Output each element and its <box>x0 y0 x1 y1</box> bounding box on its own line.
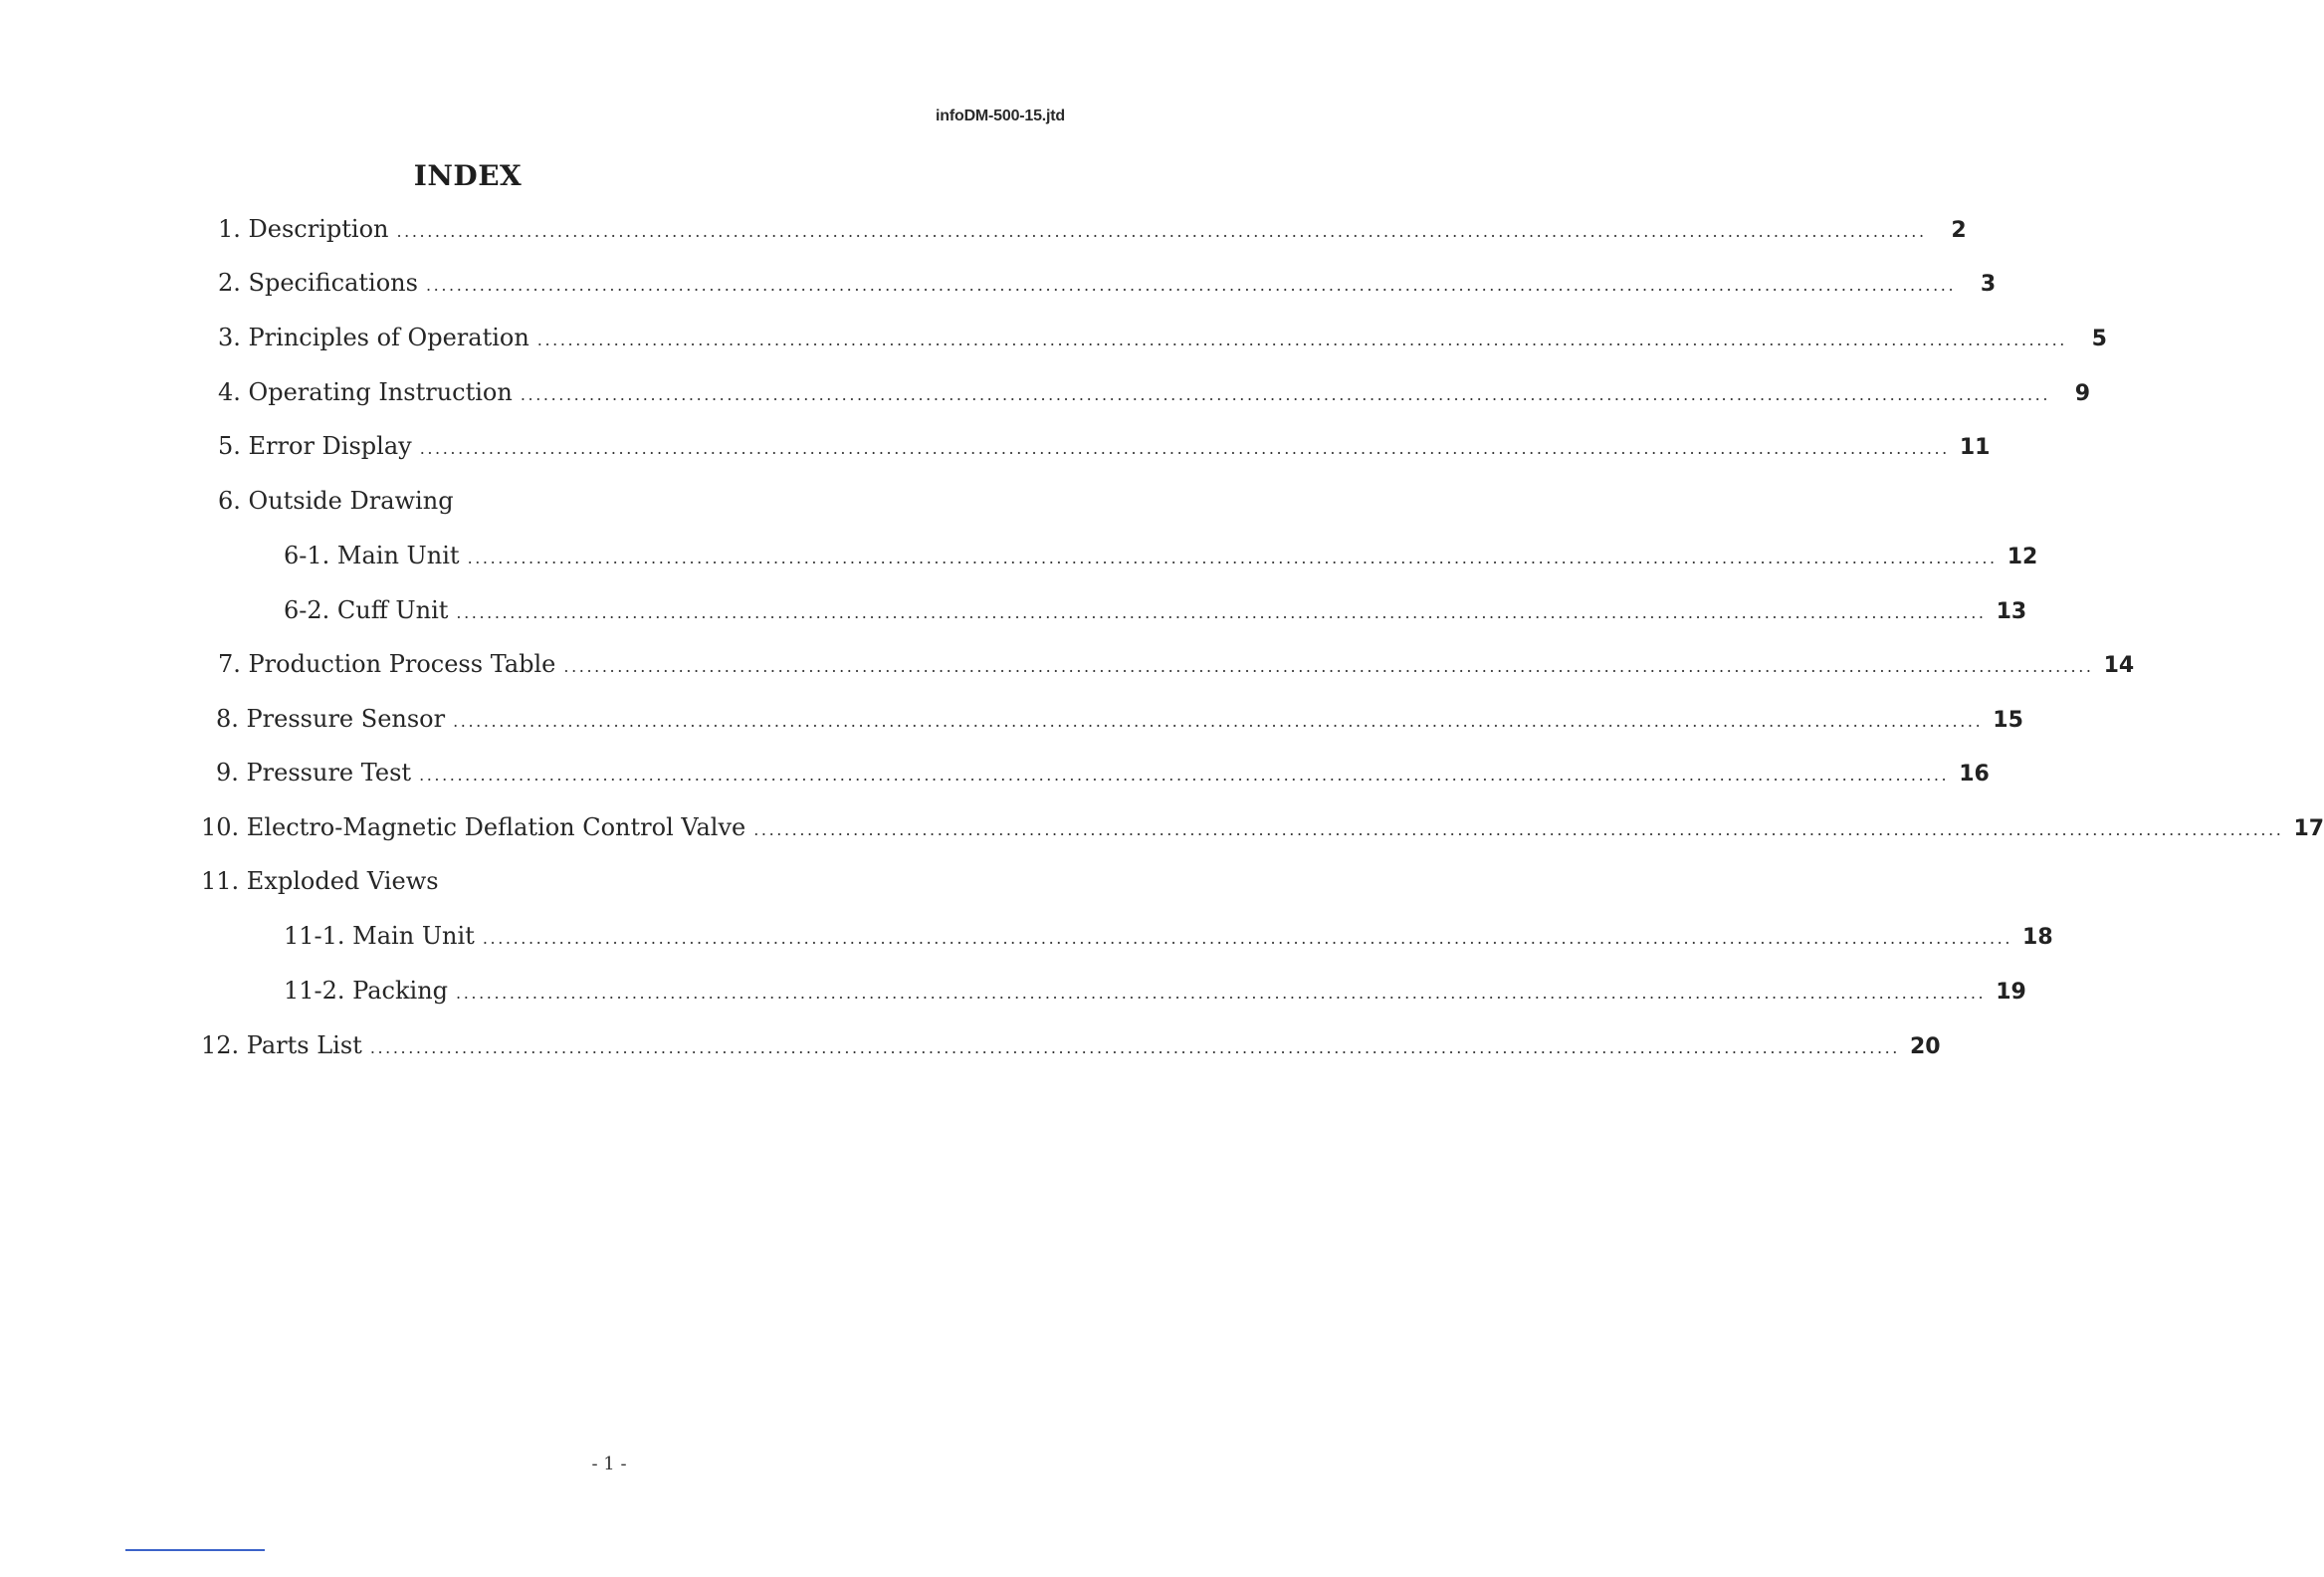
toc-entry-label: 1. Description <box>218 215 389 243</box>
toc-entry-label: 4. Operating Instruction <box>218 378 513 406</box>
toc-entry-label: 9. Pressure Test <box>216 759 412 787</box>
toc-entry-page: 5 <box>2091 327 2107 351</box>
toc-leader-dots: ........................................................................................................................................................................................................ <box>425 276 1957 295</box>
toc-entry-page: 9 <box>2074 381 2091 406</box>
toc-leader-dots: ........................................................................................................................................................................................................ <box>753 820 2284 839</box>
toc-entry-page: 2 <box>1951 218 1967 243</box>
toc-entry-label: 3. Principles of Operation <box>218 324 529 351</box>
toc-entry[interactable] <box>201 1025 1941 1065</box>
toc-leader-dots: ........................................................................................................................................................................................................ <box>456 603 1987 622</box>
toc-leader-dots: ........................................................................................................................................................................................................ <box>467 549 1998 567</box>
toc-entry-label: 5. Error Display <box>218 432 412 460</box>
toc-entry[interactable] <box>218 263 1997 303</box>
toc-entry[interactable] <box>218 644 2135 684</box>
toc-leader-dots: ........................................................................................................................................................................................................ <box>482 929 2013 948</box>
toc-leader-dots: ........................................................................................................................................................................................................ <box>419 766 1950 785</box>
toc-leader-dots: ........................................................................................................................................................................................................ <box>453 712 1984 731</box>
toc-entry-label: 11-1. Main Unit <box>284 922 475 950</box>
footer-page-number: - 1 - <box>591 1454 627 1474</box>
toc-leader-dots: ........................................................................................................................................................................................................ <box>536 331 2067 349</box>
page-title: INDEX <box>413 159 523 192</box>
toc-entry[interactable] <box>218 209 1967 249</box>
toc-entry-label: 8. Pressure Sensor <box>216 705 446 733</box>
toc-entry-page: 12 <box>2007 545 2038 569</box>
toc-entry-label: 12. Parts List <box>201 1031 362 1059</box>
toc-leader-dots: ........................................................................................................................................................................................................ <box>520 385 2051 404</box>
toc-entry-label: 11. Exploded Views <box>201 867 439 895</box>
toc-subentry[interactable] <box>284 971 2026 1011</box>
footer-link-underline <box>125 1549 265 1551</box>
toc-entry[interactable] <box>218 426 1991 466</box>
toc-entry[interactable] <box>218 318 2107 357</box>
toc-entry-page: 3 <box>1980 272 1997 297</box>
toc-entry-label: 11-2. Packing <box>284 977 449 1005</box>
toc-entry-page: 16 <box>1959 762 1990 787</box>
toc-entry-page: 15 <box>1993 708 2023 733</box>
toc-subentry[interactable] <box>284 916 2053 956</box>
toc-subentry[interactable] <box>284 590 2027 630</box>
toc-entry[interactable] <box>201 807 2324 847</box>
toc-entry[interactable] <box>216 699 2023 739</box>
toc-subentry[interactable] <box>284 536 2038 575</box>
toc-entry[interactable] <box>216 753 1990 792</box>
document-reference: infoDM-500-15.jtd <box>936 108 1065 124</box>
toc-entry-page: 18 <box>2022 925 2053 950</box>
toc-entry-label: 6-2. Cuff Unit <box>284 596 449 624</box>
toc-leader-dots: ........................................................................................................................................................................................................ <box>396 222 1927 241</box>
toc-entry-page: 14 <box>2103 653 2135 678</box>
toc-entry-page: 11 <box>1959 435 1991 460</box>
toc-leader-dots: ........................................................................................................................................................................................................ <box>456 984 1987 1003</box>
toc-leader-dots: ........................................................................................................................................................................................................ <box>419 439 1950 458</box>
toc-entry-label: 7. Production Process Table <box>218 650 556 678</box>
toc-section-heading[interactable] <box>201 861 935 901</box>
toc-entry[interactable] <box>218 372 2091 412</box>
toc-section-heading[interactable] <box>218 481 935 521</box>
toc-entry-label: 6. Outside Drawing <box>218 487 454 515</box>
toc-entry-label: 10. Electro-Magnetic Deflation Control Valve <box>201 813 746 841</box>
toc-entry-page: 19 <box>1996 980 2026 1005</box>
toc-entry-label: 2. Specifications <box>218 269 418 297</box>
toc-leader-dots: ........................................................................................................................................................................................................ <box>369 1038 1900 1057</box>
toc-entry-page: 20 <box>1910 1034 1941 1059</box>
toc-entry-page: 17 <box>2293 816 2324 841</box>
toc-leader-dots: ........................................................................................................................................................................................................ <box>563 657 2094 676</box>
toc-entry-label: 6-1. Main Unit <box>284 542 460 569</box>
toc-entry-page: 13 <box>1996 599 2027 624</box>
